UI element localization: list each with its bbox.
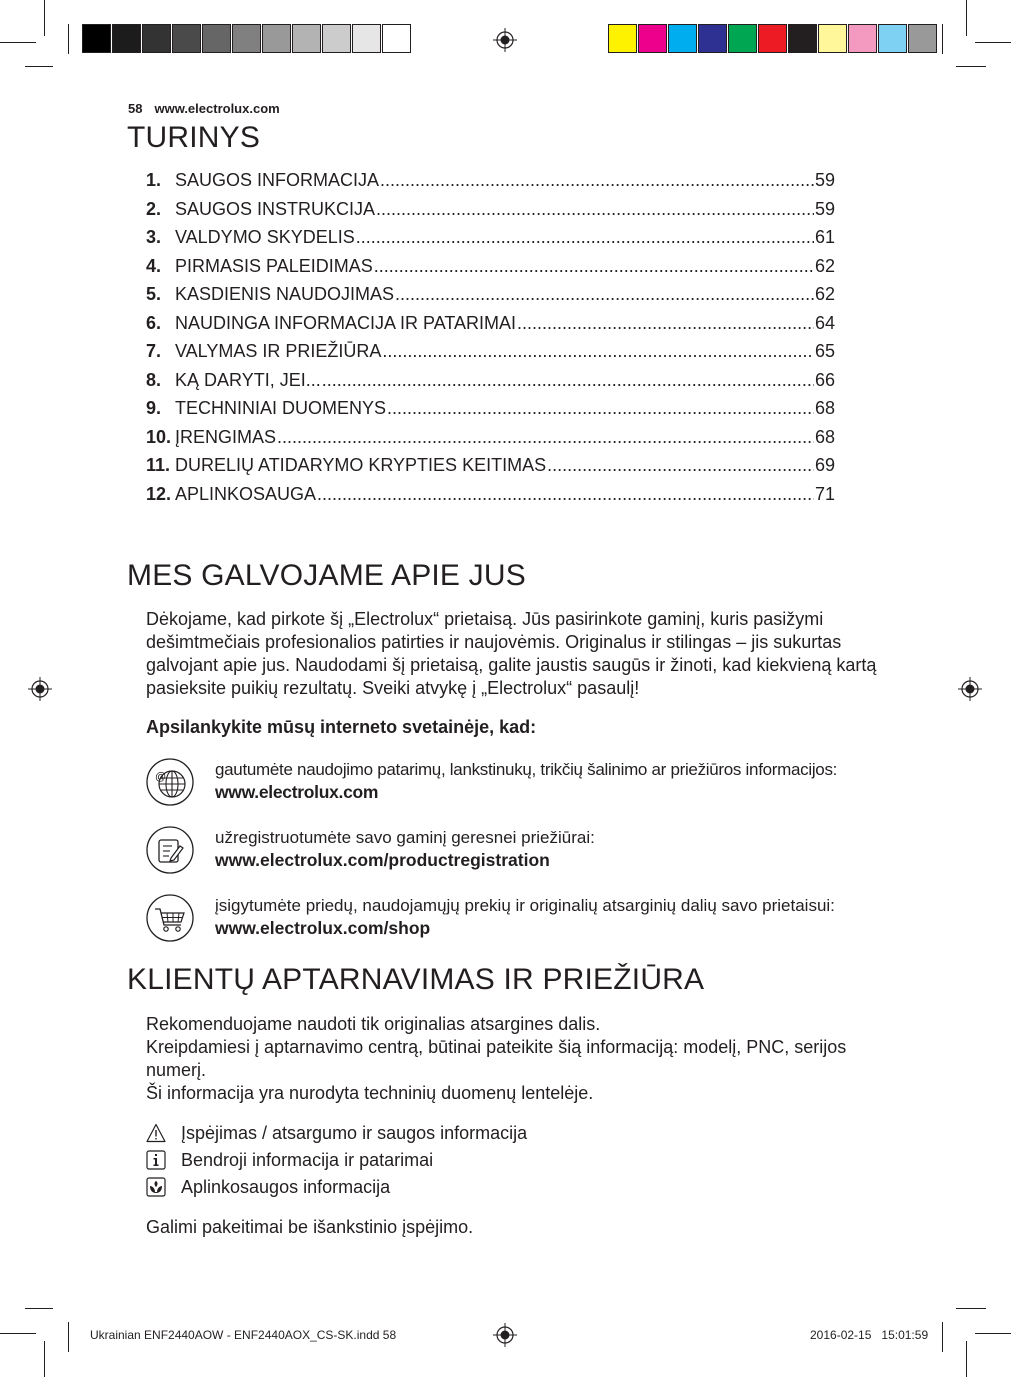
toc-entry-number: 10. (146, 426, 172, 447)
toc-entry[interactable] (146, 455, 835, 484)
toc-entry-number: 4. (146, 255, 162, 276)
footer-date-value: 2016-02-15 (810, 1328, 872, 1342)
toc-leader-dots (374, 256, 814, 277)
toc-entry-page: 59 (814, 170, 835, 190)
toc-leader-dots (277, 427, 814, 448)
toc-entry-number: 5. (146, 284, 162, 304)
toc-entry[interactable] (146, 199, 835, 228)
footer-time-value: 15:01:59 (881, 1328, 929, 1342)
color-swatch (848, 24, 877, 53)
gray-swatch (322, 24, 351, 53)
gray-swatch (142, 24, 171, 53)
toc-leader-dots (376, 199, 814, 220)
grayscale-calibration-bar (82, 24, 412, 53)
color-swatch (638, 24, 667, 53)
color-swatch (668, 24, 697, 53)
toc-entry-number: 2. (146, 198, 162, 219)
toc-entry-page: 64 (814, 312, 835, 333)
shop-url[interactable]: www.electrolux.com/shop (215, 918, 431, 938)
toc-entry-title: NAUDINGA INFORMACIJA IR PATARIMAI (175, 312, 517, 333)
legend-info-text: Bendroji informacija ir patarimai (181, 1149, 434, 1170)
changes-note: Galimi pakeitimai be išankstinio įspėjimo. (146, 1217, 474, 1237)
toc-entry-page: 62 (814, 284, 835, 304)
gray-swatch (172, 24, 201, 53)
toc-leader-dots (382, 341, 814, 362)
service-line-2: Kreipdamiesi į aptarnavimo centrą, būtinai pateikite šią informaciją: modelį, PNC, serijos numerį. (146, 1037, 847, 1080)
toc-entry-title: VALYMAS IR PRIEŽIŪRA (175, 341, 382, 361)
toc-entry[interactable] (146, 256, 835, 285)
service-heading: KLIENTŲ APTARNAVIMAS IR PRIEŽIŪRA (127, 963, 705, 996)
cart-icon (146, 894, 194, 942)
color-swatch (818, 24, 847, 53)
gray-swatch (352, 24, 381, 53)
gray-swatch (262, 24, 291, 53)
toc-entry-title: SAUGOS INSTRUKCIJA (175, 198, 376, 219)
toc-entry[interactable] (146, 227, 835, 256)
color-swatch (788, 24, 817, 53)
about-heading: MES GALVOJAME APIE JUS (127, 559, 526, 592)
warning-icon (146, 1123, 166, 1143)
website-link-item[interactable] (146, 758, 886, 810)
toc-entry-title: ĮRENGIMAS (175, 426, 277, 447)
toc-entry-title: VALDYMO SKYDELIS (175, 227, 355, 247)
toc-entry[interactable] (146, 427, 835, 456)
legend-warning-text: Įspėjimas / atsargumo ir saugos informacija (181, 1122, 528, 1143)
toc-leader-dots (317, 484, 814, 505)
toc-entry-page: 69 (814, 455, 835, 475)
registration-url[interactable]: www.electrolux.com/productregistration (215, 850, 550, 870)
legend-info (146, 1148, 433, 1172)
toc-entry-number: 12. (146, 483, 172, 504)
color-swatch (728, 24, 757, 53)
info-icon (146, 1150, 166, 1170)
gray-swatch (202, 24, 231, 53)
service-line-1: Rekomenduojame naudoti tik originalias atsargines dalis. (146, 1014, 601, 1034)
toc-entry-page: 68 (814, 426, 835, 447)
color-swatch (608, 24, 637, 53)
toc-entry-number: 6. (146, 312, 162, 333)
color-swatch (908, 24, 937, 53)
svg-text:@: @ (155, 771, 167, 783)
toc-entry-page: 62 (814, 255, 835, 276)
toc-leader-dots (395, 284, 814, 305)
toc-entry-title: PIRMASIS PALEIDIMAS (175, 255, 373, 276)
registration-mark-icon (28, 677, 52, 701)
toc-leader-dots (380, 170, 814, 191)
toc-entry-number: 3. (146, 227, 162, 247)
toc-entry[interactable] (146, 170, 835, 199)
toc-entry[interactable] (146, 341, 835, 370)
service-paragraph (146, 1013, 886, 1105)
gray-swatch (382, 24, 411, 53)
toc-entry-page: 66 (814, 369, 835, 390)
website-link[interactable]: www.electrolux.com (154, 101, 280, 116)
toc-entry-title: KASDIENIS NAUDOJIMAS (175, 284, 395, 304)
color-swatch (878, 24, 907, 53)
registration-mark-icon (493, 1323, 517, 1347)
gray-swatch (292, 24, 321, 53)
gray-swatch (112, 24, 141, 53)
toc-entry-title: KĄ DARYTI, JEI... (175, 369, 321, 390)
shop-description: įsigytumėte priedų, naudojamųjų prekių ir originalių atsarginių dalių savo prietaisui: (215, 896, 835, 915)
registration-mark-icon (958, 677, 982, 701)
registration-link-item[interactable] (146, 826, 886, 878)
toc-entry-number: 8. (146, 369, 162, 390)
register-icon (146, 826, 194, 874)
toc-entry-number: 11. (146, 455, 171, 475)
gray-swatch (82, 24, 111, 53)
visit-heading: Apsilankykite mūsų interneto svetainėje, kad: (146, 717, 537, 737)
globe-icon (146, 758, 194, 806)
toc-entry-page: 71 (814, 483, 835, 504)
toc-entry-number: 1. (146, 170, 162, 190)
website-url[interactable]: www.electrolux.com (215, 782, 379, 802)
toc-entry-title: APLINKOSAUGA (175, 483, 317, 504)
gray-swatch (232, 24, 261, 53)
toc-leader-dots (547, 455, 814, 476)
toc-entry-number: 9. (146, 398, 162, 418)
footer-file-info: Ukrainian ENF2440AOW - ENF2440AOX_CS-SK.indd 58 (90, 1328, 397, 1342)
toc-entry-title: TECHNINIAI DUOMENYS (175, 398, 387, 418)
toc-entry[interactable] (146, 313, 835, 342)
toc-entry-number: 7. (146, 341, 162, 361)
toc-leader-dots (387, 398, 814, 419)
table-of-contents (146, 170, 835, 512)
toc-entry-title: DURELIŲ ATIDARYMO KRYPTIES KEITIMAS (175, 455, 547, 475)
toc-leader-dots (356, 227, 814, 248)
service-line-3: Ši informacija yra nurodyta techninių duomenų lentelėje. (146, 1083, 594, 1103)
about-paragraph: Dėkojame, kad pirkote šį „Electrolux“ prietaisą. Jūs pasirinkote gaminį, kuris pasižymi dešimtmečiais profesionalios patirties ir naujovėmis. Originalus ir stilingas – jis sukurtas galvojant apie jus. Naudodami šį prietaisą, galite jaustis saugūs ir žinoti, kad kiekvieną kartą pasieksite puikių rezultatų. Sveiki atvykę į „Electrolux“ pasaulį! (146, 609, 877, 698)
registration-mark-icon (493, 28, 517, 52)
toc-entry-page: 59 (814, 198, 835, 219)
color-swatch (758, 24, 787, 53)
running-header (128, 101, 280, 116)
toc-entry[interactable] (146, 284, 835, 313)
legend-environment (146, 1175, 390, 1199)
toc-entry-page: 68 (814, 398, 835, 418)
registration-description: užregistruotumėte savo gaminį geresnei priežiūrai: (215, 828, 595, 847)
shop-link-item[interactable] (146, 894, 886, 946)
legend-warning (146, 1121, 527, 1145)
color-swatch (698, 24, 727, 53)
website-link-description: gautumėte naudojimo patarimų, lankstinukų, trikčių šalinimo ar priežiūros informacijos: (215, 760, 838, 779)
toc-entry-title: SAUGOS INFORMACIJA (175, 170, 380, 190)
toc-entry[interactable] (146, 484, 835, 513)
environment-icon (146, 1177, 166, 1197)
toc-entry-page: 61 (814, 227, 835, 247)
legend-environment-text: Aplinkosaugos informacija (181, 1176, 391, 1197)
toc-leader-dots (517, 313, 814, 334)
toc-entry[interactable] (146, 370, 835, 399)
toc-leader-dots (322, 370, 814, 391)
toc-entry[interactable] (146, 398, 835, 427)
footer-date (810, 1328, 928, 1342)
page-number: 58 (128, 101, 143, 116)
toc-entry-page: 65 (814, 341, 835, 361)
toc-heading: TURINYS (127, 121, 261, 154)
color-calibration-bar (608, 24, 938, 53)
